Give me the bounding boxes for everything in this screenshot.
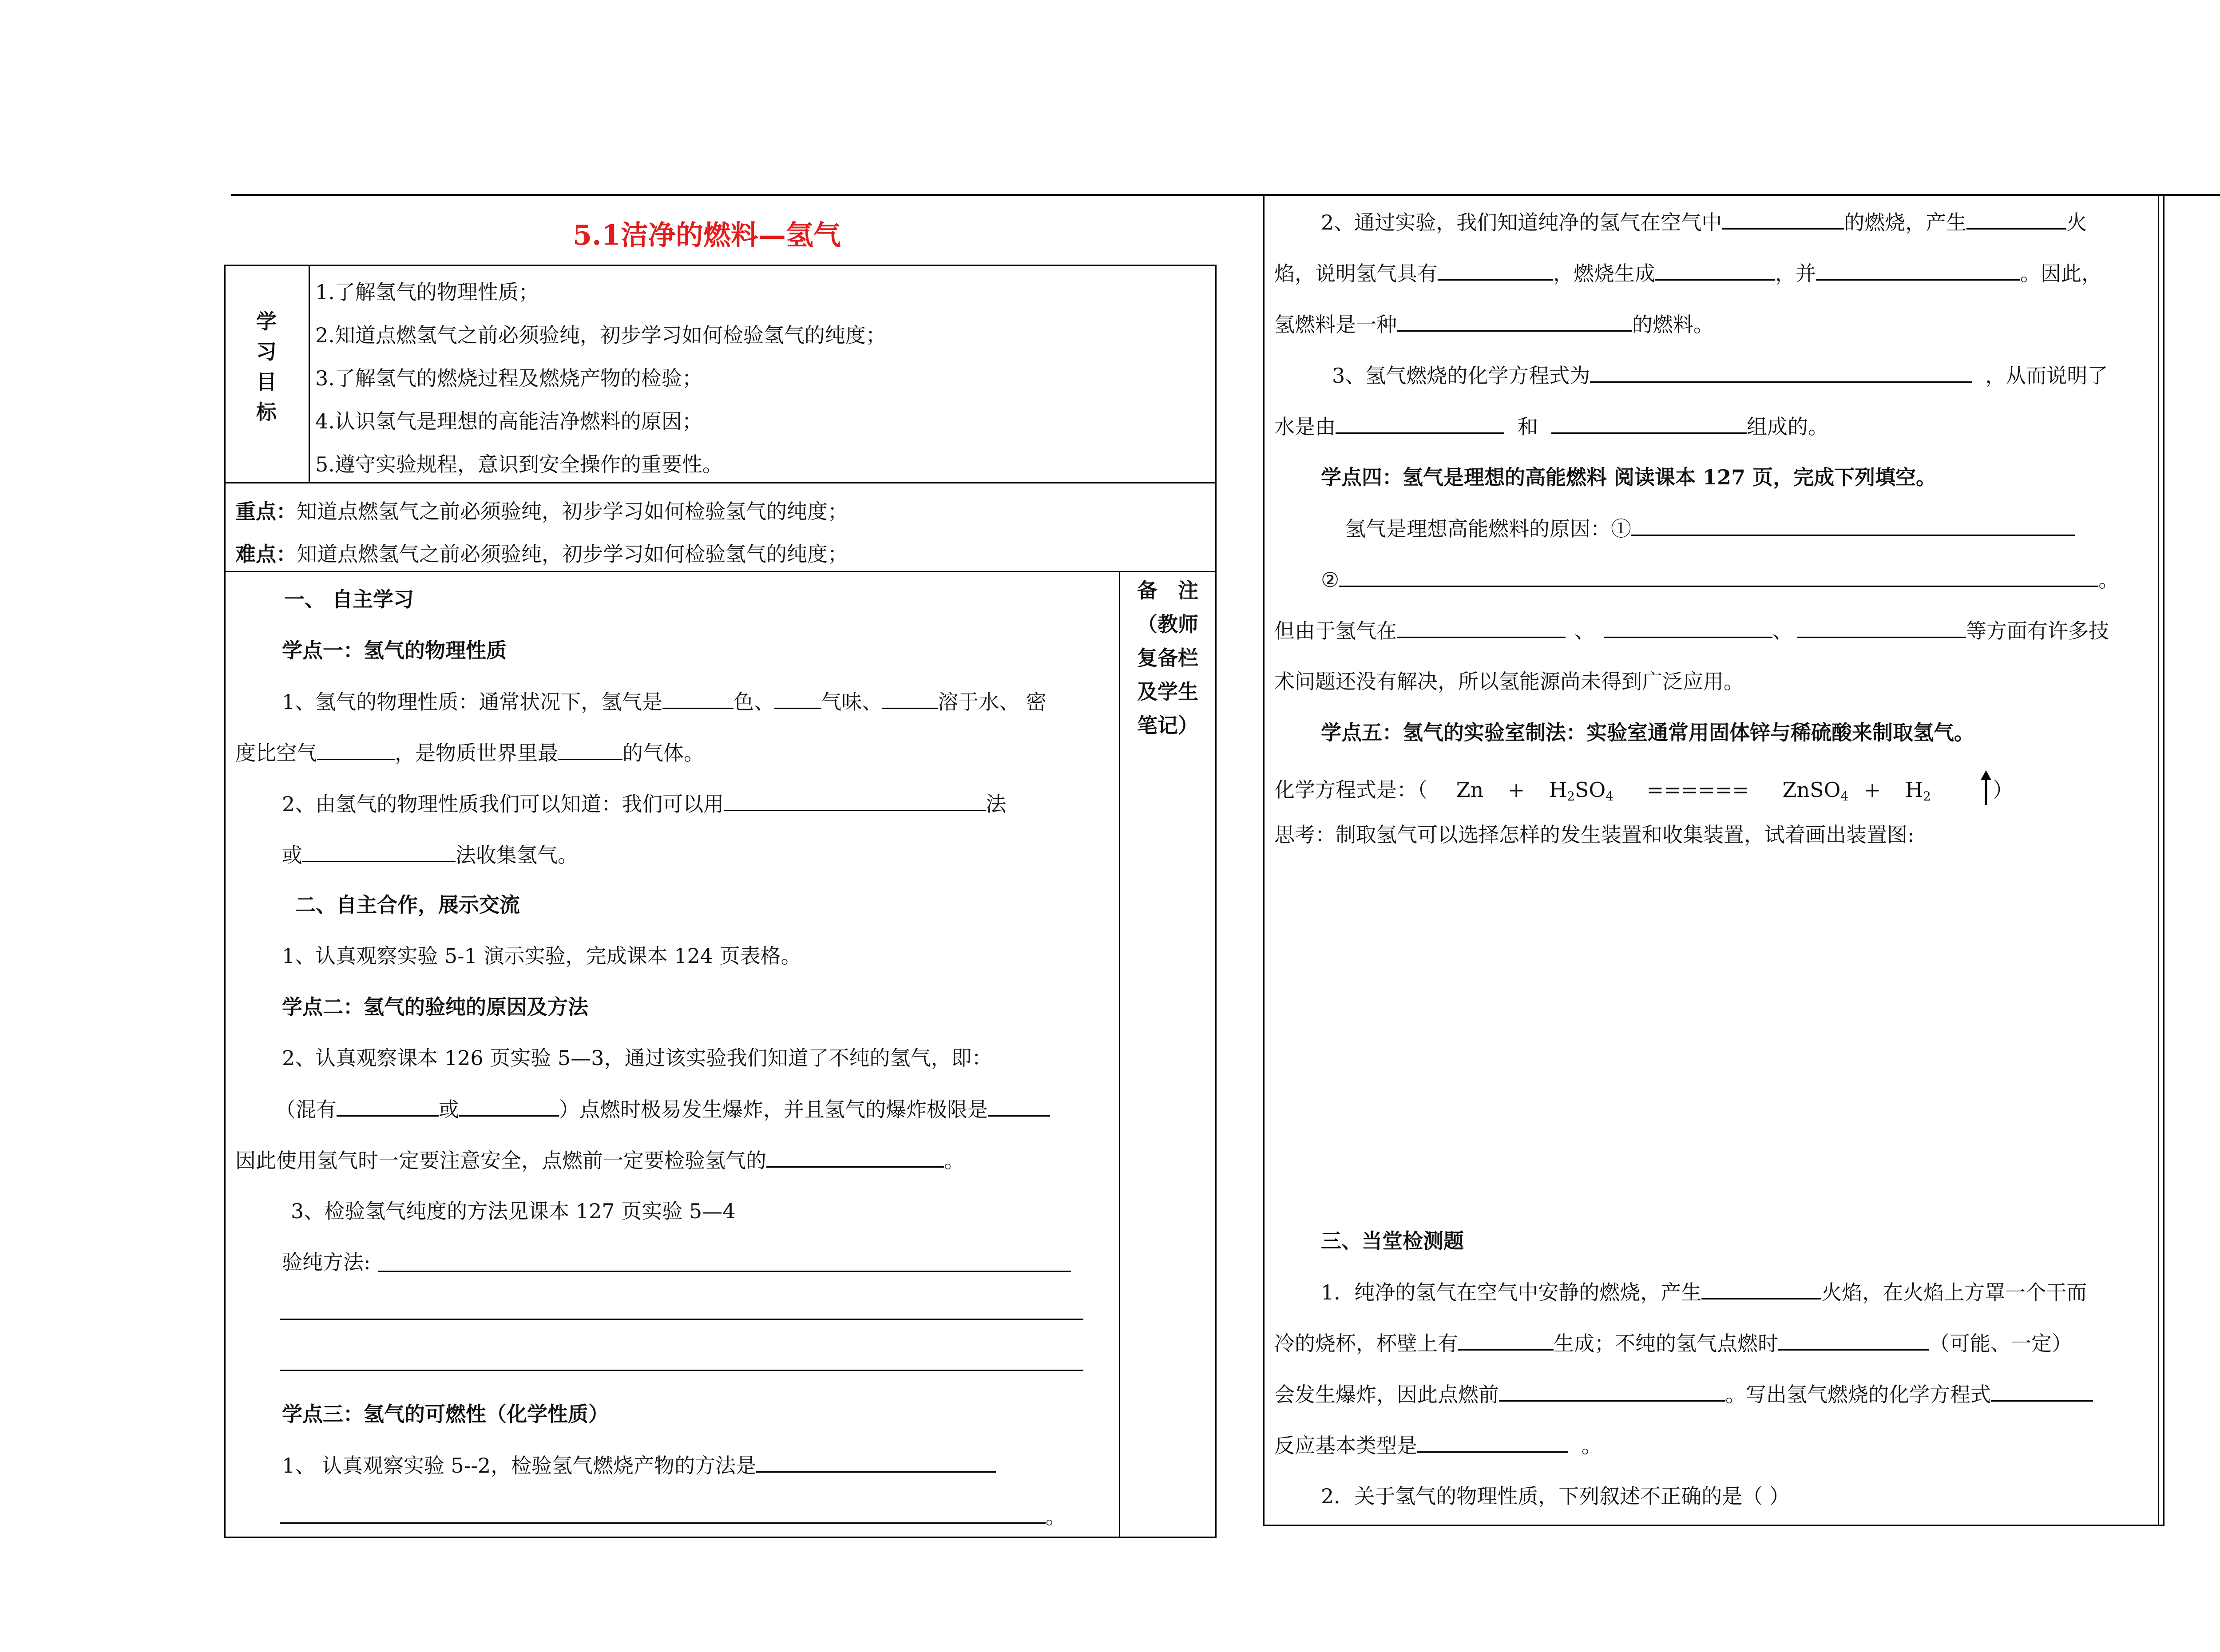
q1-line2: 度比空气 ，是物质世界里最 的气体。 xyxy=(235,739,704,766)
q5: （混有 或 ）点燃时极易发生爆炸，并且氢气的爆炸极限是 xyxy=(275,1096,1050,1123)
blank-purity[interactable] xyxy=(766,1147,944,1168)
blank-mixed-with-2[interactable] xyxy=(459,1096,559,1117)
blank-property[interactable] xyxy=(1438,260,1553,281)
test-line5: 2．关于氢气的物理性质，下列叙述不正确的是（ ） xyxy=(1321,1484,1790,1508)
blank-explosion-limit[interactable] xyxy=(988,1096,1050,1117)
blank-product-test[interactable] xyxy=(756,1452,996,1473)
objective-1: 1.了解氢气的物理性质； xyxy=(315,280,539,304)
blank-test-reaction-type[interactable] xyxy=(1417,1432,1568,1453)
blank-combustion-equation[interactable] xyxy=(1590,362,1972,383)
key-point: 重点：知道点燃氢气之前必须验纯，初步学习如何检验氢气的纯度； xyxy=(235,499,848,523)
objectives-label: 学 习 目 标 xyxy=(256,309,277,424)
objectives-divider xyxy=(309,265,310,482)
blank-burn-manner[interactable] xyxy=(1722,209,1844,230)
blank-test-possibility[interactable] xyxy=(1778,1330,1929,1351)
test-line3: 会发生爆炸，因此点燃前 。写出氢气燃烧的化学方程式 xyxy=(1274,1381,2093,1408)
test-line4: 反应基本类型是 。 xyxy=(1274,1432,1602,1459)
point-3-heading: 学点三：氢气的可燃性（化学性质） xyxy=(282,1402,609,1426)
q1-line1: 1、氢气的物理性质：通常状况下，氢气是 色、 气味、 溶于水、 密 xyxy=(282,688,1047,715)
blank-collect-method-2[interactable] xyxy=(302,841,456,862)
blank-issue-3[interactable] xyxy=(1797,617,1966,638)
think-prompt: 思考：制取氢气可以选择怎样的发生装置和收集装置，试着画出装置图: xyxy=(1274,823,1915,847)
q3: 1、认真观察实验 5-1 演示实验，完成课本 124 页表格。 xyxy=(282,944,801,968)
blank-lightest[interactable] xyxy=(558,739,622,760)
blank-collect-method-1[interactable] xyxy=(724,790,986,811)
q6: 因此使用氢气时一定要注意安全，点燃前一定要检验氢气的 。 xyxy=(235,1147,964,1174)
section-1-heading: 一、 自主学习 xyxy=(284,587,414,611)
keypoints-bottom-rule xyxy=(224,571,1217,572)
r-line6: 氢气是理想高能燃料的原因：① xyxy=(1345,515,2075,542)
r-line1: 2、通过实验，我们知道纯净的氢气在空气中 的燃烧，产生 火 xyxy=(1321,209,2087,236)
blank-smell[interactable] xyxy=(774,688,821,709)
r-line4: 3、氢气燃烧的化学方程式为 ，从而说明了 xyxy=(1332,362,2108,389)
blank-color[interactable] xyxy=(662,688,733,709)
right-notes-divider xyxy=(2158,194,2159,1526)
blank-mixed-with-1[interactable] xyxy=(337,1096,439,1117)
r-line9: 术问题还没有解决，所以氢能源尚未得到广泛应用。 xyxy=(1274,670,1744,693)
blank-test-before[interactable] xyxy=(1499,1381,1725,1402)
point-2-heading: 学点二：氢气的验纯的原因及方法 xyxy=(282,995,588,1019)
blank-issue-1[interactable] xyxy=(1397,617,1566,638)
test-line2: 冷的烧杯，杯壁上有 生成；不纯的氢气点燃时 （可能、一定） xyxy=(1274,1330,2072,1357)
r-line5: 水是由 和 组成的。 xyxy=(1274,413,1828,440)
blank-test-wall[interactable] xyxy=(1458,1330,1554,1351)
q4: 2、认真观察课本 126 页实验 5—3，通过该实验我们知道了不纯的氢气，即： xyxy=(282,1046,992,1070)
blank-flame-color[interactable] xyxy=(1966,209,2066,230)
notes-label: 备 注 （教师 复备栏 及学生 笔记） xyxy=(1137,578,1198,737)
blank-test-flame[interactable] xyxy=(1701,1279,1821,1299)
objective-3: 3.了解氢气的燃烧过程及燃烧产物的检验； xyxy=(315,366,702,390)
blank-purity-method-1[interactable] xyxy=(378,1271,1071,1272)
difficult-point: 难点：知道点燃氢气之前必须验纯，初步学习如何检验氢气的纯度； xyxy=(235,542,848,566)
section-2-heading: 二、自主合作，展示交流 xyxy=(295,893,520,917)
r-line8: 但由于氢气在 、 、 等方面有许多技 xyxy=(1274,617,2109,644)
point-1-heading: 学点一：氢气的物理性质 xyxy=(282,638,507,662)
right-panel xyxy=(1263,194,2164,1526)
blank-test-equation[interactable] xyxy=(1991,1381,2093,1402)
test-line1: 1．纯净的氢气在空气中安静的燃烧，产生 火焰，在火焰上方罩一个干而 xyxy=(1321,1279,2087,1306)
blank-purity-method-2[interactable] xyxy=(280,1319,1083,1320)
q9: 1、 认真观察实验 5--2，检验氢气燃烧产物的方法是 xyxy=(282,1452,996,1479)
q8: 验纯方法: xyxy=(282,1250,371,1274)
lab-equation: 化学方程式是：（ $Zn + H_2SO_4$ ====== ZnSO$_4$ + $H_2$ ） xyxy=(1274,770,2013,810)
objectives-bottom-rule xyxy=(224,482,1217,483)
blank-product[interactable] xyxy=(1655,260,1775,281)
notes-divider xyxy=(1119,571,1120,1538)
q2-line2: 或 法收集氢气。 xyxy=(282,841,578,868)
blank-reason-2[interactable] xyxy=(1339,566,2098,587)
objective-5: 5.遵守实验规程，意识到安全操作的重要性。 xyxy=(315,452,723,476)
objective-2: 2.知道点燃氢气之前必须验纯，初步学习如何检验氢气的纯度； xyxy=(315,323,886,347)
blank-fuel-type[interactable] xyxy=(1397,311,1632,332)
gas-arrow-icon xyxy=(1979,770,1993,806)
blank-product-test-2[interactable] xyxy=(280,1503,1046,1524)
section-3-heading: 三、当堂检测题 xyxy=(1321,1229,1464,1253)
point-4-heading: 学点四：氢气是理想的高能燃料 阅读课本 127 页，完成下列填空。 xyxy=(1321,465,1937,489)
blank-solubility[interactable] xyxy=(882,688,938,709)
r-line7: ② 。 xyxy=(1321,566,2119,593)
blank-element-1[interactable] xyxy=(1336,413,1504,434)
point-5-heading: 学点五：氢气的实验室制法：实验室通常用固体锌与稀硫酸来制取氢气。 xyxy=(1321,721,1974,745)
blank-issue-2[interactable] xyxy=(1604,617,1772,638)
blank-density[interactable] xyxy=(317,739,395,760)
q10: 。 xyxy=(280,1503,1066,1530)
r-line3: 氢燃料是一种 的燃料。 xyxy=(1274,311,1714,338)
blank-reason-1[interactable] xyxy=(1631,515,2075,536)
page-title: 5.1洁净的燃料—氢气 xyxy=(573,219,841,251)
blank-heat[interactable] xyxy=(1816,260,2020,281)
objective-4: 4.认识氢气是理想的高能洁净燃料的原因； xyxy=(315,409,702,433)
q2-line1: 2、由氢气的物理性质我们可以知道：我们可以用 法 xyxy=(282,790,1006,817)
blank-purity-method-3[interactable] xyxy=(280,1370,1083,1371)
q7: 3、检验氢气纯度的方法见课本 127 页实验 5—4 xyxy=(291,1199,736,1223)
blank-element-2[interactable] xyxy=(1551,413,1747,434)
r-line2: 焰，说明氢气具有 ，燃烧生成 ，并 。因此， xyxy=(1274,260,2102,287)
